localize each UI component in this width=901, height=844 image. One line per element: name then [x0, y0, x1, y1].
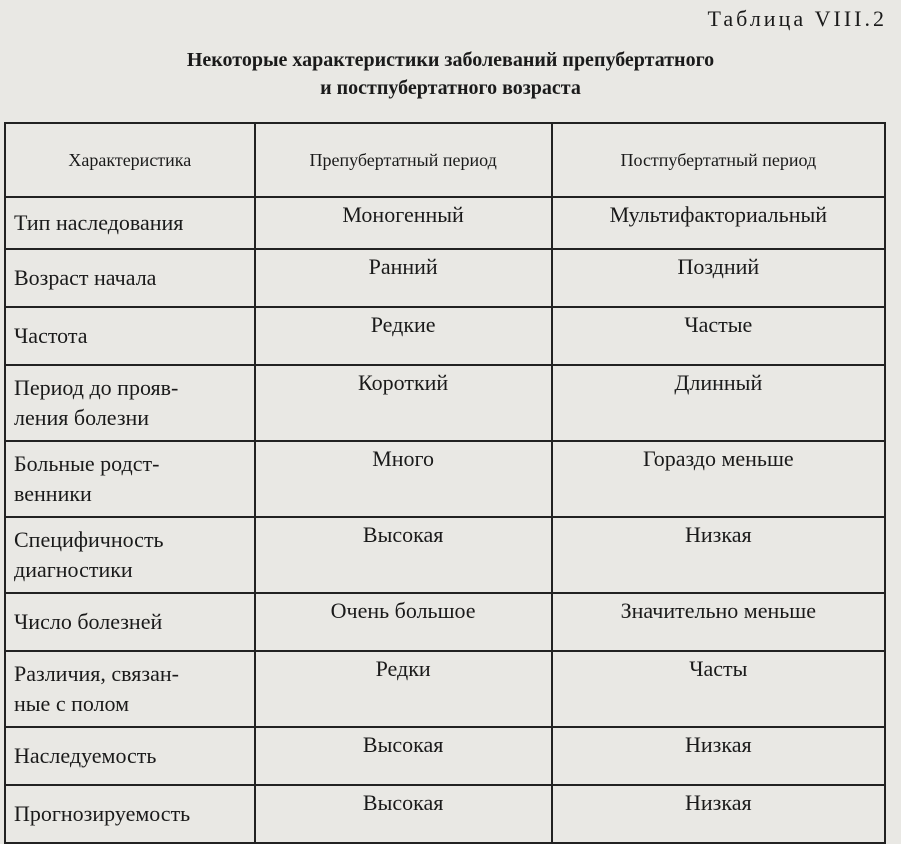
row-postpubertal: Значительно меньше — [552, 593, 885, 651]
table-row — [5, 727, 885, 785]
row-characteristic — [5, 365, 255, 441]
row-characteristic-line1: Различия, связан- — [14, 661, 179, 686]
row-prepubertal: Высокая — [255, 727, 552, 785]
row-characteristic: Частота — [5, 307, 255, 365]
table-title-line2: и постпубертатного возраста — [320, 77, 581, 99]
table-header-row — [5, 123, 885, 197]
row-prepubertal: Ранний — [255, 249, 552, 307]
row-postpubertal: Гораздо меньше — [552, 441, 885, 517]
row-characteristic-line2: диагностики — [14, 557, 133, 582]
header-prepubertal: Препубертатный период — [255, 123, 552, 197]
table-row — [5, 249, 885, 307]
row-prepubertal: Короткий — [255, 365, 552, 441]
row-prepubertal: Редки — [255, 651, 552, 727]
row-prepubertal: Много — [255, 441, 552, 517]
table-row — [5, 785, 885, 843]
characteristics-table — [4, 122, 886, 844]
row-characteristic: Прогнозируемость — [5, 785, 255, 843]
row-postpubertal: Частые — [552, 307, 885, 365]
row-postpubertal: Мультифакториальный — [552, 197, 885, 249]
row-characteristic-line1: Больные родст- — [14, 451, 160, 476]
header-postpubertal: Постпубертатный период — [552, 123, 885, 197]
row-characteristic-line1: Специфичность — [14, 527, 164, 552]
row-characteristic-line1: Период до прояв- — [14, 375, 179, 400]
row-prepubertal: Моногенный — [255, 197, 552, 249]
row-characteristic-line2: венники — [14, 481, 92, 506]
row-characteristic — [5, 517, 255, 593]
row-characteristic: Число болезней — [5, 593, 255, 651]
row-characteristic: Наследуемость — [5, 727, 255, 785]
row-characteristic: Возраст начала — [5, 249, 255, 307]
table-row — [5, 197, 885, 249]
row-postpubertal: Низкая — [552, 785, 885, 843]
row-prepubertal: Редкие — [255, 307, 552, 365]
table-row — [5, 307, 885, 365]
row-characteristic-line2: ные с полом — [14, 691, 130, 716]
row-prepubertal: Высокая — [255, 785, 552, 843]
row-prepubertal: Очень большое — [255, 593, 552, 651]
table-title — [0, 46, 901, 102]
row-characteristic-line2: ления болезни — [14, 405, 150, 430]
row-characteristic — [5, 651, 255, 727]
table-row — [5, 593, 885, 651]
table-row — [5, 365, 885, 441]
header-characteristic: Характеристика — [5, 123, 255, 197]
row-postpubertal: Поздний — [552, 249, 885, 307]
row-postpubertal: Низкая — [552, 727, 885, 785]
table-row — [5, 517, 885, 593]
row-postpubertal: Низкая — [552, 517, 885, 593]
row-postpubertal: Длинный — [552, 365, 885, 441]
table-row — [5, 441, 885, 517]
row-postpubertal: Часты — [552, 651, 885, 727]
row-prepubertal: Высокая — [255, 517, 552, 593]
row-characteristic — [5, 441, 255, 517]
row-characteristic: Тип наследования — [5, 197, 255, 249]
table-number: Таблица VIII.2 — [707, 6, 887, 31]
table-row — [5, 651, 885, 727]
table-title-line1: Некоторые характеристики заболеваний препубертатного — [186, 49, 715, 71]
